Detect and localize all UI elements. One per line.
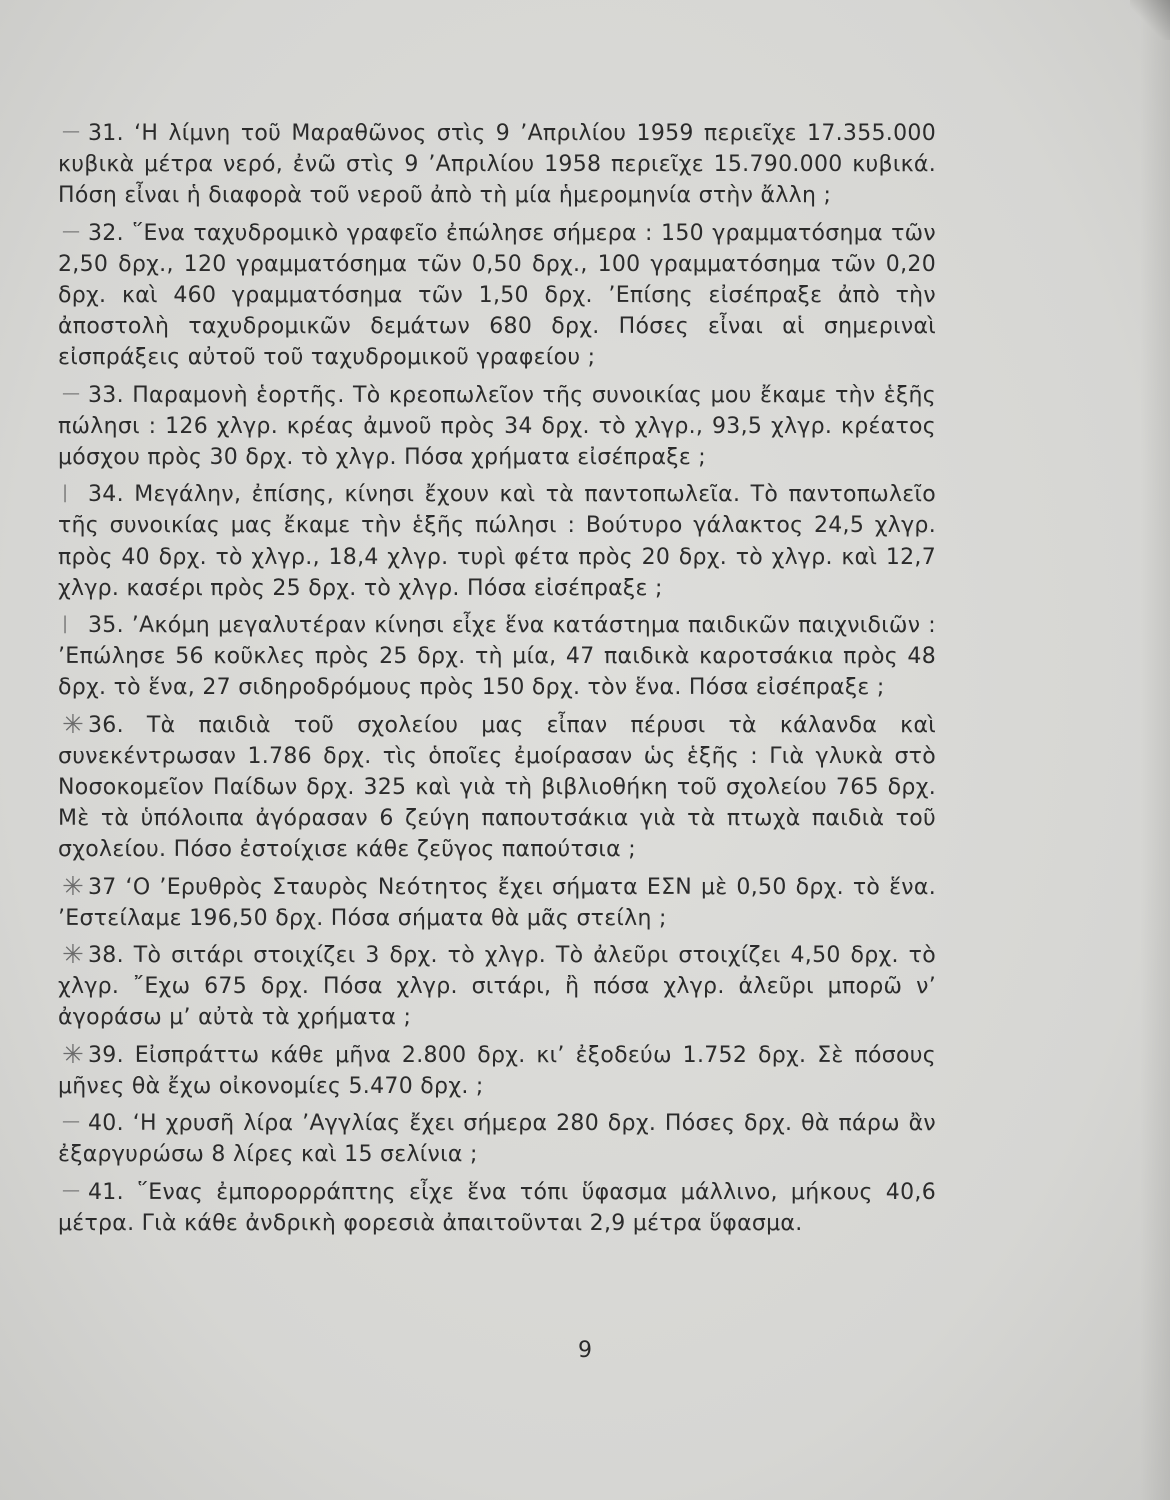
problem-36-text: 36. Τὰ παιδιὰ τοῦ σχολείου μας εἶπαν πέρυσι τὰ κάλανδα καὶ συνεκέντρωσαν 1.786 δρχ. τὶς ὁποῖες ἐμοίρασαν ὡς ἑξῆς : Γιὰ γλυκὰ στὸ Νοσοκομεῖον Παίδων δρχ. 325 καὶ γιὰ τὴ βιβλιοθήκη τοῦ σχολείου 765 δρχ. Μὲ τὰ ὑπόλοιπα ἀγόρασαν 6 ζεύγη παπουτσάκια γιὰ τὰ πτωχὰ παιδιὰ τοῦ σχολείου. Πόσο ἐστοίχισε κάθε ζεῦγος παπούτσια ;	[58, 712, 936, 863]
problem-38-text: 38. Τὸ σιτάρι στοιχίζει 3 δρχ. τὸ χλγρ. Τὸ ἀλεῦρι στοιχίζει 4,50 δρχ. τὸ χλγρ. ῎Εχω 675 δρχ. Πόσα χλγρ. σιτάρι, ἢ πόσα χλγρ. ἀλεῦρι μπορῶ ν’ ἀγοράσω μ’ αὐτὰ τὰ χρήματα ;	[58, 943, 936, 1031]
problem-39	[58, 1040, 936, 1102]
margin-tick-icon: |	[62, 482, 69, 504]
problem-37-text: 37 ‘Ο ’Ερυθρὸς Σταυρὸς Νεότητος ἔχει σήματα ΕΣΝ μὲ 0,50 δρχ. τὸ ἕνα. ’Εστείλαμε 196,50 δρχ. Πόσα σήματα θὰ μᾶς στείλη ;	[58, 874, 936, 931]
margin-star-icon: ✳	[62, 1039, 85, 1070]
margin-tick-icon: |	[62, 613, 69, 635]
margin-dash-icon: —	[62, 1111, 81, 1133]
margin-star-icon: ✳	[62, 940, 85, 971]
problem-33-text: 33. Παραμονὴ ἑορτῆς. Τὸ κρεοπωλεῖον τῆς συνοικίας μου ἔκαμε τὴν ἑξῆς πώλησι : 126 χλγρ. κρέας ἀμνοῦ πρὸς 34 δρχ. τὸ χλγρ., 93,5 χλγρ. κρέατος μόσχου πρὸς 30 δρχ. τὸ χλγρ. Πόσα χρήματα εἰσέπραξε ;	[58, 382, 936, 471]
problem-31-text: 31. ‘Η λίμνη τοῦ Μαραθῶνος στὶς 9 ’Απριλίου 1959 περιεῖχε 17.355.000 κυβικὰ μέτρα νερό, ἐνῶ στὶς 9 ’Απριλίου 1958 περιεῖχε 15.790.000 κυβικά. Πόση εἶναι ἡ διαφορὰ τοῦ νεροῦ ἀπὸ τὴ μία ἡμερομηνία στὴν ἄλλη ;	[58, 121, 936, 209]
problem-41-text: 41. ῞Ενας ἐμπορορράπτης εἶχε ἕνα τόπι ὕφασμα μάλλινο, μήκους 40,6 μέτρα. Γιὰ κάθε ἀνδρικὴ φορεσιὰ ἀπαιτοῦνται 2,9 μέτρα ὕφασμα.	[58, 1179, 936, 1236]
margin-dash-icon: —	[62, 382, 81, 404]
margin-star-icon: ✳	[62, 871, 85, 902]
page-edge-shadow	[1140, 0, 1170, 1500]
problem-32-text: 32. ῞Ενα ταχυδρομικὸ γραφεῖο ἐπώλησε σήμερα : 150 γραμματόσημα τῶν 2,50 δρχ., 120 γραμματόσημα τῶν 0,50 δρχ., 100 γραμματόσημα τῶν 0,20 δρχ. καὶ 460 γραμματόσημα τῶν 1,50 δρχ. ’Επίσης εἰσέπραξε ἀπὸ τὴν ἀποστολὴ ταχυδρομικῶν δεμάτων 680 δρχ. Πόσες εἶναι αἱ σημεριναὶ εἰσπράξεις αὐτοῦ τοῦ ταχυδρομικοῦ γραφείου ;	[58, 220, 936, 371]
problem-32	[58, 218, 936, 374]
problem-34-text: 34. Μεγάλην, ἐπίσης, κίνησι ἔχουν καὶ τὰ παντοπωλεῖα. Τὸ παντοπωλεῖο τῆς συνοικίας μας ἔκαμε τὴν ἑξῆς πώλησι : Βούτυρο γάλακτος 24,5 χλγρ. πρὸς 40 δρχ. τὸ χλγρ., 18,4 χλγρ. τυρὶ φέτα πρὸς 20 δρχ. τὸ χλγρ. καὶ 12,7 χλγρ. κασέρι πρὸς 25 δρχ. τὸ χλγρ. Πόσα εἰσέπραξε ;	[58, 482, 936, 601]
problem-34	[58, 479, 936, 604]
problems-text	[58, 118, 936, 1245]
problem-33	[58, 380, 936, 474]
page-corner-mark	[1130, 0, 1170, 40]
margin-dash-icon: —	[62, 1179, 81, 1201]
problem-31	[58, 118, 936, 212]
page-number: 9	[578, 1338, 592, 1363]
problem-35	[58, 610, 936, 704]
problem-38	[58, 940, 936, 1034]
problem-40-text: 40. ‘Η χρυσῆ λίρα ’Αγγλίας ἔχει σήμερα 280 δρχ. Πόσες δρχ. θὰ πάρω ἂν ἐξαργυρώσω 8 λίρες καὶ 15 σελίνια ;	[58, 1111, 936, 1168]
margin-star-icon: ✳	[62, 709, 85, 740]
margin-dash-icon: —	[62, 121, 81, 142]
problem-36	[58, 710, 936, 866]
problem-35-text: 35. ’Ακόμη μεγαλυτέραν κίνησι εἶχε ἕνα κατάστημα παιδικῶν παιχνιδιῶν : ’Επώλησε 56 κοῦκλες πρὸς 25 δρχ. τὴ μία, 47 παιδικὰ καροτσάκια πρὸς 48 δρχ. τὸ ἕνα, 27 σιδηροδρόμους πρὸς 150 δρχ. τὸν ἕνα. Πόσα εἰσέπραξε ;	[58, 613, 936, 701]
problem-40	[58, 1108, 936, 1170]
problem-41	[58, 1177, 936, 1239]
margin-dash-icon: —	[62, 220, 81, 242]
problem-37	[58, 872, 936, 934]
problem-39-text: 39. Εἰσπράττω κάθε μῆνα 2.800 δρχ. κι’ ἐξοδεύω 1.752 δρχ. Σὲ πόσους μῆνες θὰ ἔχω οἰκονομίες 5.470 δρχ. ;	[58, 1042, 936, 1099]
